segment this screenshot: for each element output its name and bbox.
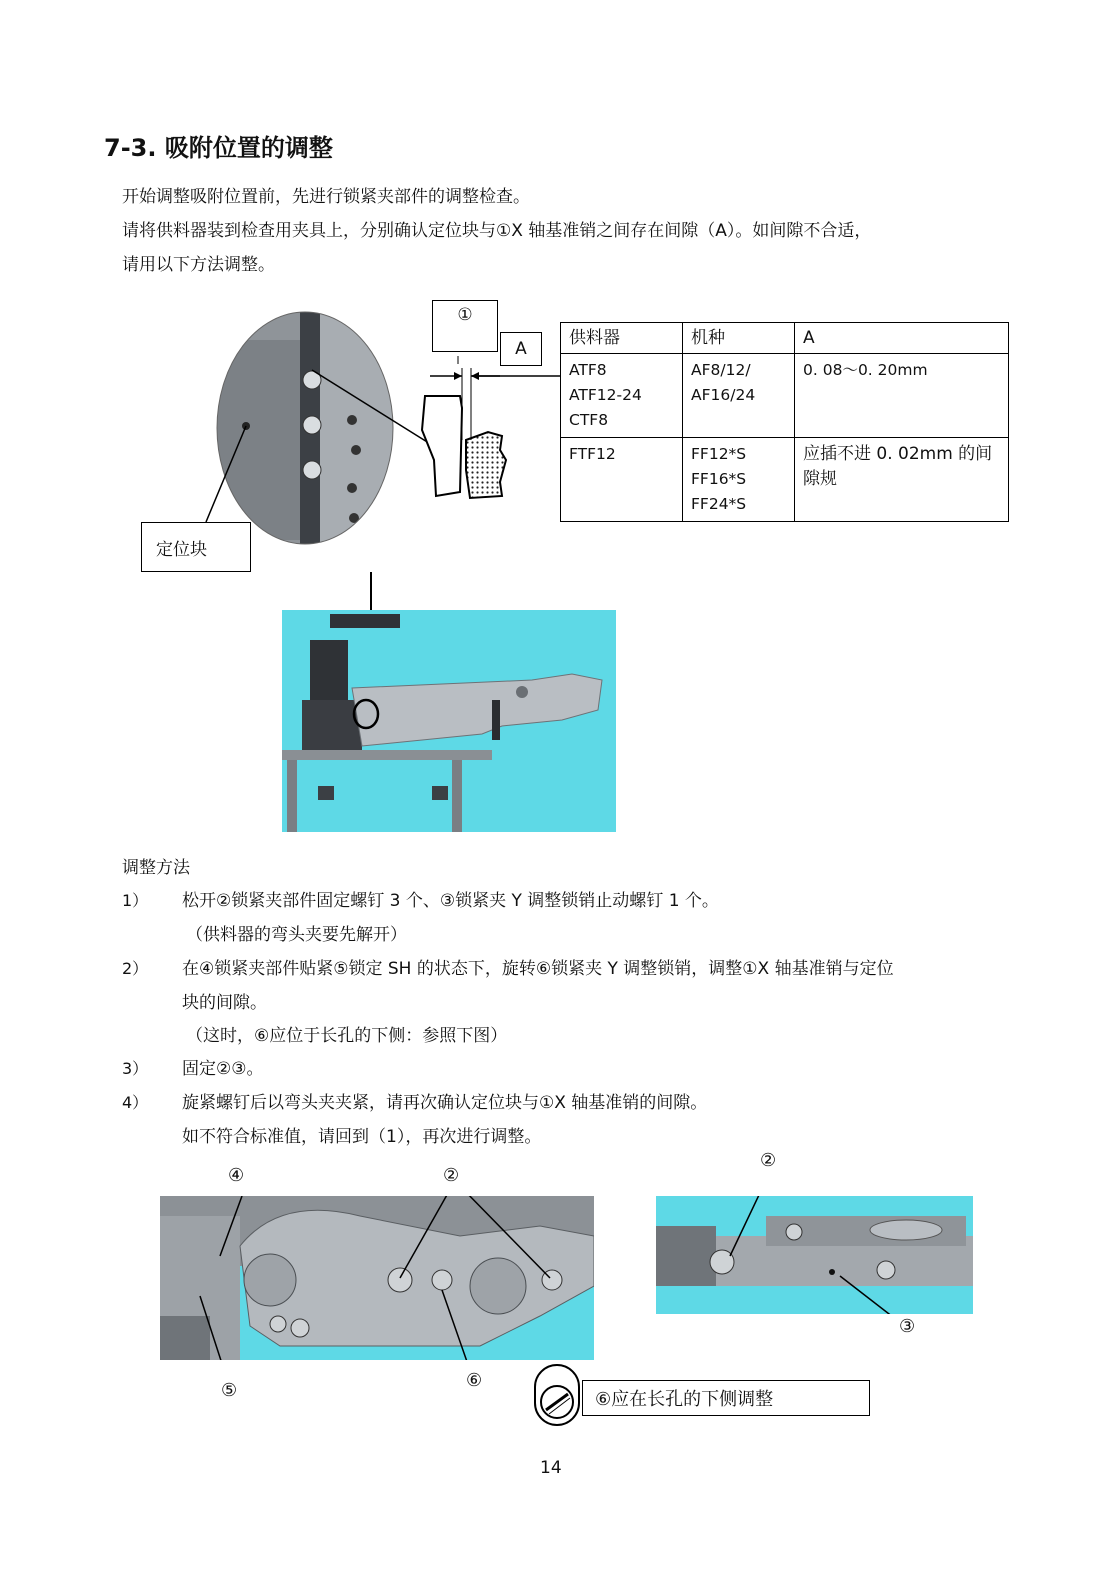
cell-line: ATF8 bbox=[569, 361, 607, 379]
model-cell bbox=[683, 354, 795, 438]
cell-line: CTF8 bbox=[569, 411, 609, 429]
header-feeder: 供料器 bbox=[561, 323, 683, 354]
clamp-unit-photo bbox=[160, 1196, 594, 1360]
feeder-cell bbox=[561, 354, 683, 438]
pin-label: ① bbox=[457, 305, 473, 325]
callout-6: ⑥ bbox=[466, 1370, 483, 1391]
cell-line: 应插不进 0. 02mm 的间 bbox=[803, 444, 993, 464]
pin-label-box bbox=[432, 300, 498, 352]
step-number: 3） bbox=[122, 1059, 149, 1078]
step-text: 旋紧螺钉后以弯头夹夹紧，请再次确认定位块与①X 轴基准销的间隙。 bbox=[182, 1093, 708, 1113]
callout-3: ③ bbox=[899, 1316, 916, 1337]
gap-cell bbox=[795, 354, 1009, 438]
table-row bbox=[561, 354, 1009, 438]
callout-2-right: ② bbox=[760, 1150, 777, 1171]
lock-pin-photo bbox=[656, 1196, 973, 1314]
step-text: （这时，⑥应位于长孔的下侧：参照下图） bbox=[186, 1026, 508, 1046]
page-number: 14 bbox=[540, 1458, 562, 1478]
cell-line: AF8/12/ bbox=[691, 361, 751, 379]
callout-5: ⑤ bbox=[221, 1380, 238, 1401]
cell-line: ATF12-24 bbox=[569, 386, 642, 404]
cell-line: 0. 08～0. 20mm bbox=[803, 361, 928, 379]
step-number: 2） bbox=[122, 959, 149, 978]
cell-line: FTF12 bbox=[569, 445, 616, 463]
slot-note-box bbox=[582, 1380, 870, 1416]
cell-line: FF12*S bbox=[691, 445, 747, 463]
table-row bbox=[561, 438, 1009, 522]
step-text: （供料器的弯头夹要先解开） bbox=[186, 925, 407, 945]
step-number: 1） bbox=[122, 891, 149, 910]
model-cell bbox=[683, 438, 795, 522]
intro-line-2: 请将供料器装到检查用夹具上，分别确认定位块与①X 轴基准销之间存在间隙（A）。如间隙不合适， bbox=[122, 221, 872, 241]
cell-line: AF16/24 bbox=[691, 386, 756, 404]
cell-line: FF24*S bbox=[691, 495, 747, 513]
intro-line-1: 开始调整吸附位置前，先进行锁紧夹部件的调整检查。 bbox=[122, 187, 530, 207]
gap-cell bbox=[795, 438, 1009, 522]
intro-line-3: 请用以下方法调整。 bbox=[122, 255, 275, 275]
callout-2-left: ② bbox=[443, 1165, 460, 1186]
method-heading: 调整方法 bbox=[122, 858, 190, 878]
header-model: 机种 bbox=[683, 323, 795, 354]
feeder-cell bbox=[561, 438, 683, 522]
gap-cross-section bbox=[422, 356, 560, 498]
section-title: 7-3. 吸附位置的调整 bbox=[104, 134, 333, 162]
callout-4: ④ bbox=[228, 1165, 245, 1186]
step-text: 在④锁紧夹部件贴紧⑤锁定 SH 的状态下，旋转⑥锁紧夹 Y 调整锁销，调整①X 轴基准销与定位 bbox=[182, 959, 894, 979]
closeup-photo bbox=[210, 310, 410, 550]
gap-label: A bbox=[515, 339, 527, 359]
step-number: 4） bbox=[122, 1093, 149, 1112]
header-gap: A bbox=[795, 323, 1009, 354]
slot-position-icon bbox=[532, 1362, 582, 1428]
slot-note: ⑥应在长孔的下侧调整 bbox=[595, 1389, 774, 1410]
step-text: 如不符合标准值，请回到（1），再次进行调整。 bbox=[182, 1127, 542, 1147]
fixture-photo bbox=[282, 610, 616, 832]
step-text: 固定②③。 bbox=[182, 1059, 264, 1079]
gap-label-box bbox=[500, 332, 542, 366]
block-label-box bbox=[141, 522, 251, 572]
cell-line: FF16*S bbox=[691, 470, 747, 488]
table-header-row bbox=[561, 323, 1009, 354]
step-text: 松开②锁紧夹部件固定螺钉 3 个、③锁紧夹 Y 调整锁销止动螺钉 1 个。 bbox=[182, 891, 719, 911]
step-text: 块的间隙。 bbox=[182, 993, 267, 1013]
block-label: 定位块 bbox=[156, 539, 207, 560]
cell-line: 隙规 bbox=[803, 469, 837, 489]
spec-table bbox=[560, 322, 1009, 522]
